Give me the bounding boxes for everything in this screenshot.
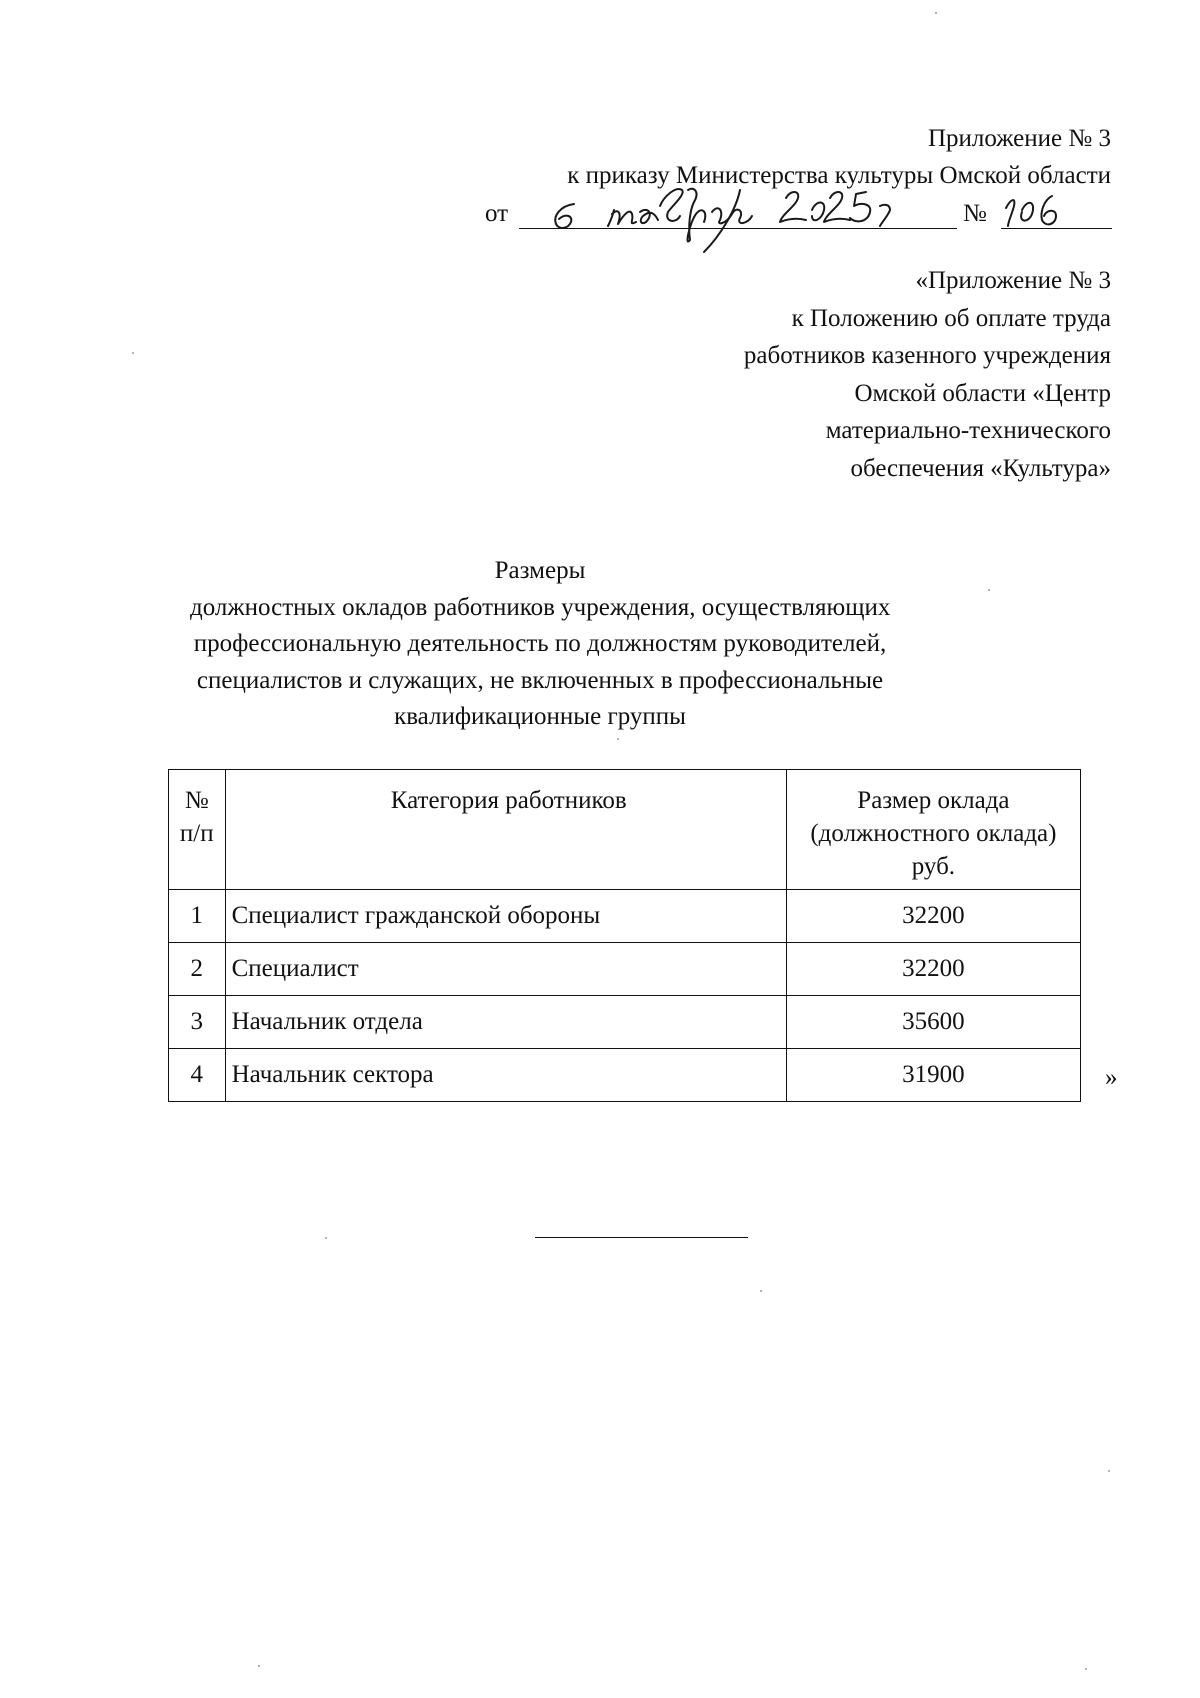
scan-speck: [935, 12, 937, 14]
table-header-row: [169, 770, 1081, 890]
position-reference: [411, 262, 1111, 487]
row-number: 2: [169, 943, 226, 996]
position-ref-line: материально-технического: [825, 417, 1111, 444]
position-ref-line: обеспечения «Культура»: [850, 454, 1111, 482]
order-date-line: [485, 194, 1112, 234]
position-ref-line: «Приложение № 3: [915, 267, 1111, 294]
header-category: Категория работников: [225, 770, 786, 890]
date-blank-line: [519, 228, 957, 229]
scan-speck: [132, 352, 134, 354]
row-category: Специалист гражданской обороны: [225, 890, 786, 943]
header-number-line: п/п: [179, 820, 214, 847]
order-reference: к приказу Министерства культуры Омской области: [567, 162, 1111, 189]
number-sign: №: [963, 200, 987, 227]
row-salary: 32200: [786, 943, 1080, 996]
row-number: 1: [169, 890, 226, 943]
row-category: Начальник отдела: [225, 996, 786, 1049]
header-salary-line: Размер оклада: [857, 787, 1010, 814]
scan-speck: [1085, 1668, 1087, 1670]
position-ref-line: к Положению об оплате труда: [791, 304, 1111, 332]
title-line: специалистов и служащих, не включенных в профессиональные: [196, 666, 884, 694]
header-salary: [786, 770, 1080, 890]
position-ref-line: Омской области «Центр: [854, 379, 1111, 407]
position-ref-line: работников казенного учреждения: [743, 342, 1111, 369]
appendix-header: [411, 120, 1111, 194]
row-category: Начальник сектора: [225, 1049, 786, 1102]
header-salary-line: руб.: [911, 853, 956, 880]
table-row: [169, 943, 1081, 996]
closing-quote: »: [1105, 1064, 1118, 1091]
row-number: 4: [169, 1049, 226, 1102]
number-blank-line: [1001, 228, 1112, 229]
row-salary: 31900: [786, 1049, 1080, 1102]
scan-speck: [1108, 1470, 1110, 1472]
row-salary: 32200: [786, 890, 1080, 943]
table-row: [169, 996, 1081, 1049]
scan-speck: [325, 1237, 327, 1239]
scan-speck: [988, 589, 990, 591]
title-line: профессиональную деятельность по должностям руководителей,: [193, 630, 887, 657]
title-heading: Размеры: [494, 557, 586, 584]
date-prefix: от: [485, 200, 509, 227]
row-number: 3: [169, 996, 226, 1049]
scan-speck: [760, 1290, 762, 1292]
scan-speck: [258, 1665, 260, 1667]
table-row: [169, 1049, 1081, 1102]
salary-table: [168, 769, 1081, 1102]
scan-speck: [617, 738, 619, 740]
header-number: [169, 770, 226, 890]
row-salary: 35600: [786, 996, 1080, 1049]
row-category: Специалист: [225, 943, 786, 996]
header-salary-line: (должностного оклада): [810, 820, 1057, 847]
document-title: [190, 553, 890, 736]
header-number-line: №: [184, 787, 209, 814]
appendix-title: Приложение № 3: [927, 125, 1111, 152]
title-line: должностных окладов работников учреждения, осуществляющих: [190, 593, 891, 621]
end-divider: [535, 1237, 748, 1238]
title-line: квалификационные группы: [394, 703, 686, 730]
table-row: [169, 890, 1081, 943]
